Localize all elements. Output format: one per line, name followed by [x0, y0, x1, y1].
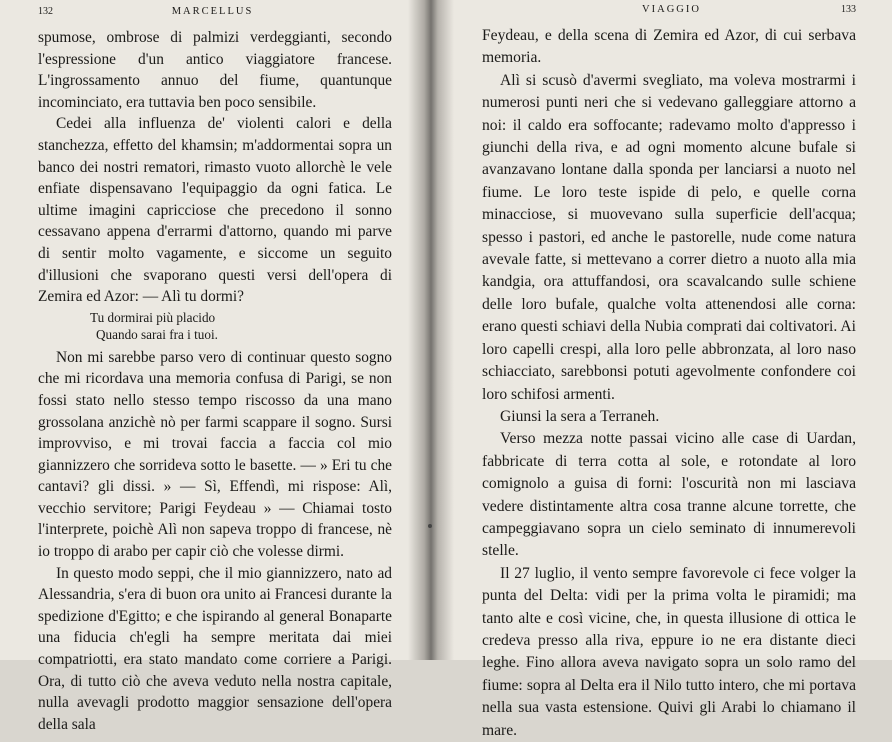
verse-line: Tu dormirai più placido	[90, 309, 216, 325]
paragraph: spumose, ombrose di palmizi verdeggianti, secondo l'espressione d'un antico viaggiatore francese. L'ingrossamento annuo del fiume, quantunque incominciato, era tuttavia ben poco sensibile.	[38, 29, 392, 111]
running-head: VIAGGIO	[642, 4, 701, 15]
left-page	[0, 0, 418, 733]
right-page-text	[482, 25, 856, 742]
paragraph: Feydeau, e della scena di Zemira ed Azor, di cui serbava memoria.	[482, 27, 856, 67]
verse-quote	[38, 309, 392, 343]
ink-speck	[428, 524, 432, 528]
paragraph: Non mi sarebbe parso vero di continuar questo sogno che mi ricordava una memoria confusa di Parigi, se non fossi stato nello stesso tempo riscosso da una mano grossolana anzichè nò per farmi scappare il sogno. Sursi improvviso, e mi trovai faccia a faccia col mio giannizzero che sorrideva sotto le basette. — » Eri tu che cantavi? gli dissi. » — Sì, Effendì, mi rispose: Alì, vecchio servitore; Parigi Feydeau » — Chiamai tosto l'interprete, poichè Alì non sapeva troppo di francese, nè io troppo di arabo per capir ciò che volesse dirmi.	[38, 348, 392, 561]
verse-line: Quando sarai fra i tuoi.	[96, 326, 218, 342]
paragraph: Giunsi la sera a Terraneh.	[500, 407, 660, 425]
paragraph: Verso mezza notte passai vicino alle case di Uardan, fabbricate di terra cotta al sole, e rotondate al loro comignolo a guisa di forni: l'oscurità non mi lasciava vedere distintamente altra cosa tranne alcune torrette, che campeggiavano sopra un cielo seminato di innumerevoli stelle.	[482, 430, 856, 560]
paragraph: Alì si scusò d'avermi svegliato, ma voleva mostrarmi i numerosi punti neri che si vedevano galleggiare attorno a noi: il caldo era soffocante; radevamo molto d'appresso i giunchi della riva, e ad ogni momento alcune bufale si avanzavano lontane dalla sponda per lanciarsi a nuoto nel fiume. Le loro teste ispide di pelo, e quelle corna minacciose, si muovevano sulla superficie dell'acqua; spesso i pastori, ed anche le pastorelle, nude come natura avevale fatte, si mettevano a correr dietro a nuoto alla mia kandgia, ora attuffandosi, ora scavalcando sulle schiene delle loro bufale, qualche volta attenendosi alle corna: erano questi schiavi della Nubia comprati dai coltivatori. Ai loro capelli crespi, alla loro pelle abbronzata, al loro naso schiacciato, sarebbonsi potuti agevolmente confondere coi loro schifosi armenti.	[482, 71, 856, 403]
right-page	[418, 0, 892, 739]
paragraph: In questo modo seppi, che il mio giannizzero, nato ad Alessandria, s'era di buon ora unito ai Francesi durante la spedizione d'Egitto; e che ispirando al general Bonaparte una fiducia ch'egli ha sempre meritata dai miei compatriotti, era stato mandato come corriere a Parigi. Ora, di tutto ciò che aveva veduto nella nostra capitale, nulla avevagli prodotto maggior sensazione dell'opera della sala	[38, 564, 392, 733]
paragraph: Cedei alla influenza de' violenti calori e della stanchezza, effetto del khamsin; m'addormentai sopra un banco dei nostri rematori, rimasto vuoto allorchè le vele enfiate dispensavano l'equipaggio da ogni fatica. Le ultime imagini capricciose che precedono il sonno cessavano appena d'errarmi d'attorno, quando mi parve di sentir molto vagamente, e siccome un seguito d'illusioni che svaporano questi versi dell'opera di Zemira ed Azor: — Alì tu dormi?	[38, 115, 392, 306]
page-number: 132	[38, 6, 53, 17]
left-page-header	[38, 6, 392, 17]
right-page-header	[482, 4, 856, 15]
paragraph: Il 27 luglio, il vento sempre favorevole ci fece volger la punta del Delta: vidi per la prima volta le piramidi; ma tanto alte e così vicine, che, in questa illusione di ottica le credeva presso alla riva, eppure io ne era distante dieci leghe. Fino allora aveva navigato sopra un solo ramo del fiume: sopra al Delta era il Nilo tutto intero, che mi portava nella sua vasta estensione. Quivi gli Arabi lo chiamano il mare.	[482, 564, 856, 739]
left-page-text	[38, 27, 392, 735]
running-head: MARCELLUS	[171, 6, 254, 17]
page-number: 133	[840, 4, 856, 15]
